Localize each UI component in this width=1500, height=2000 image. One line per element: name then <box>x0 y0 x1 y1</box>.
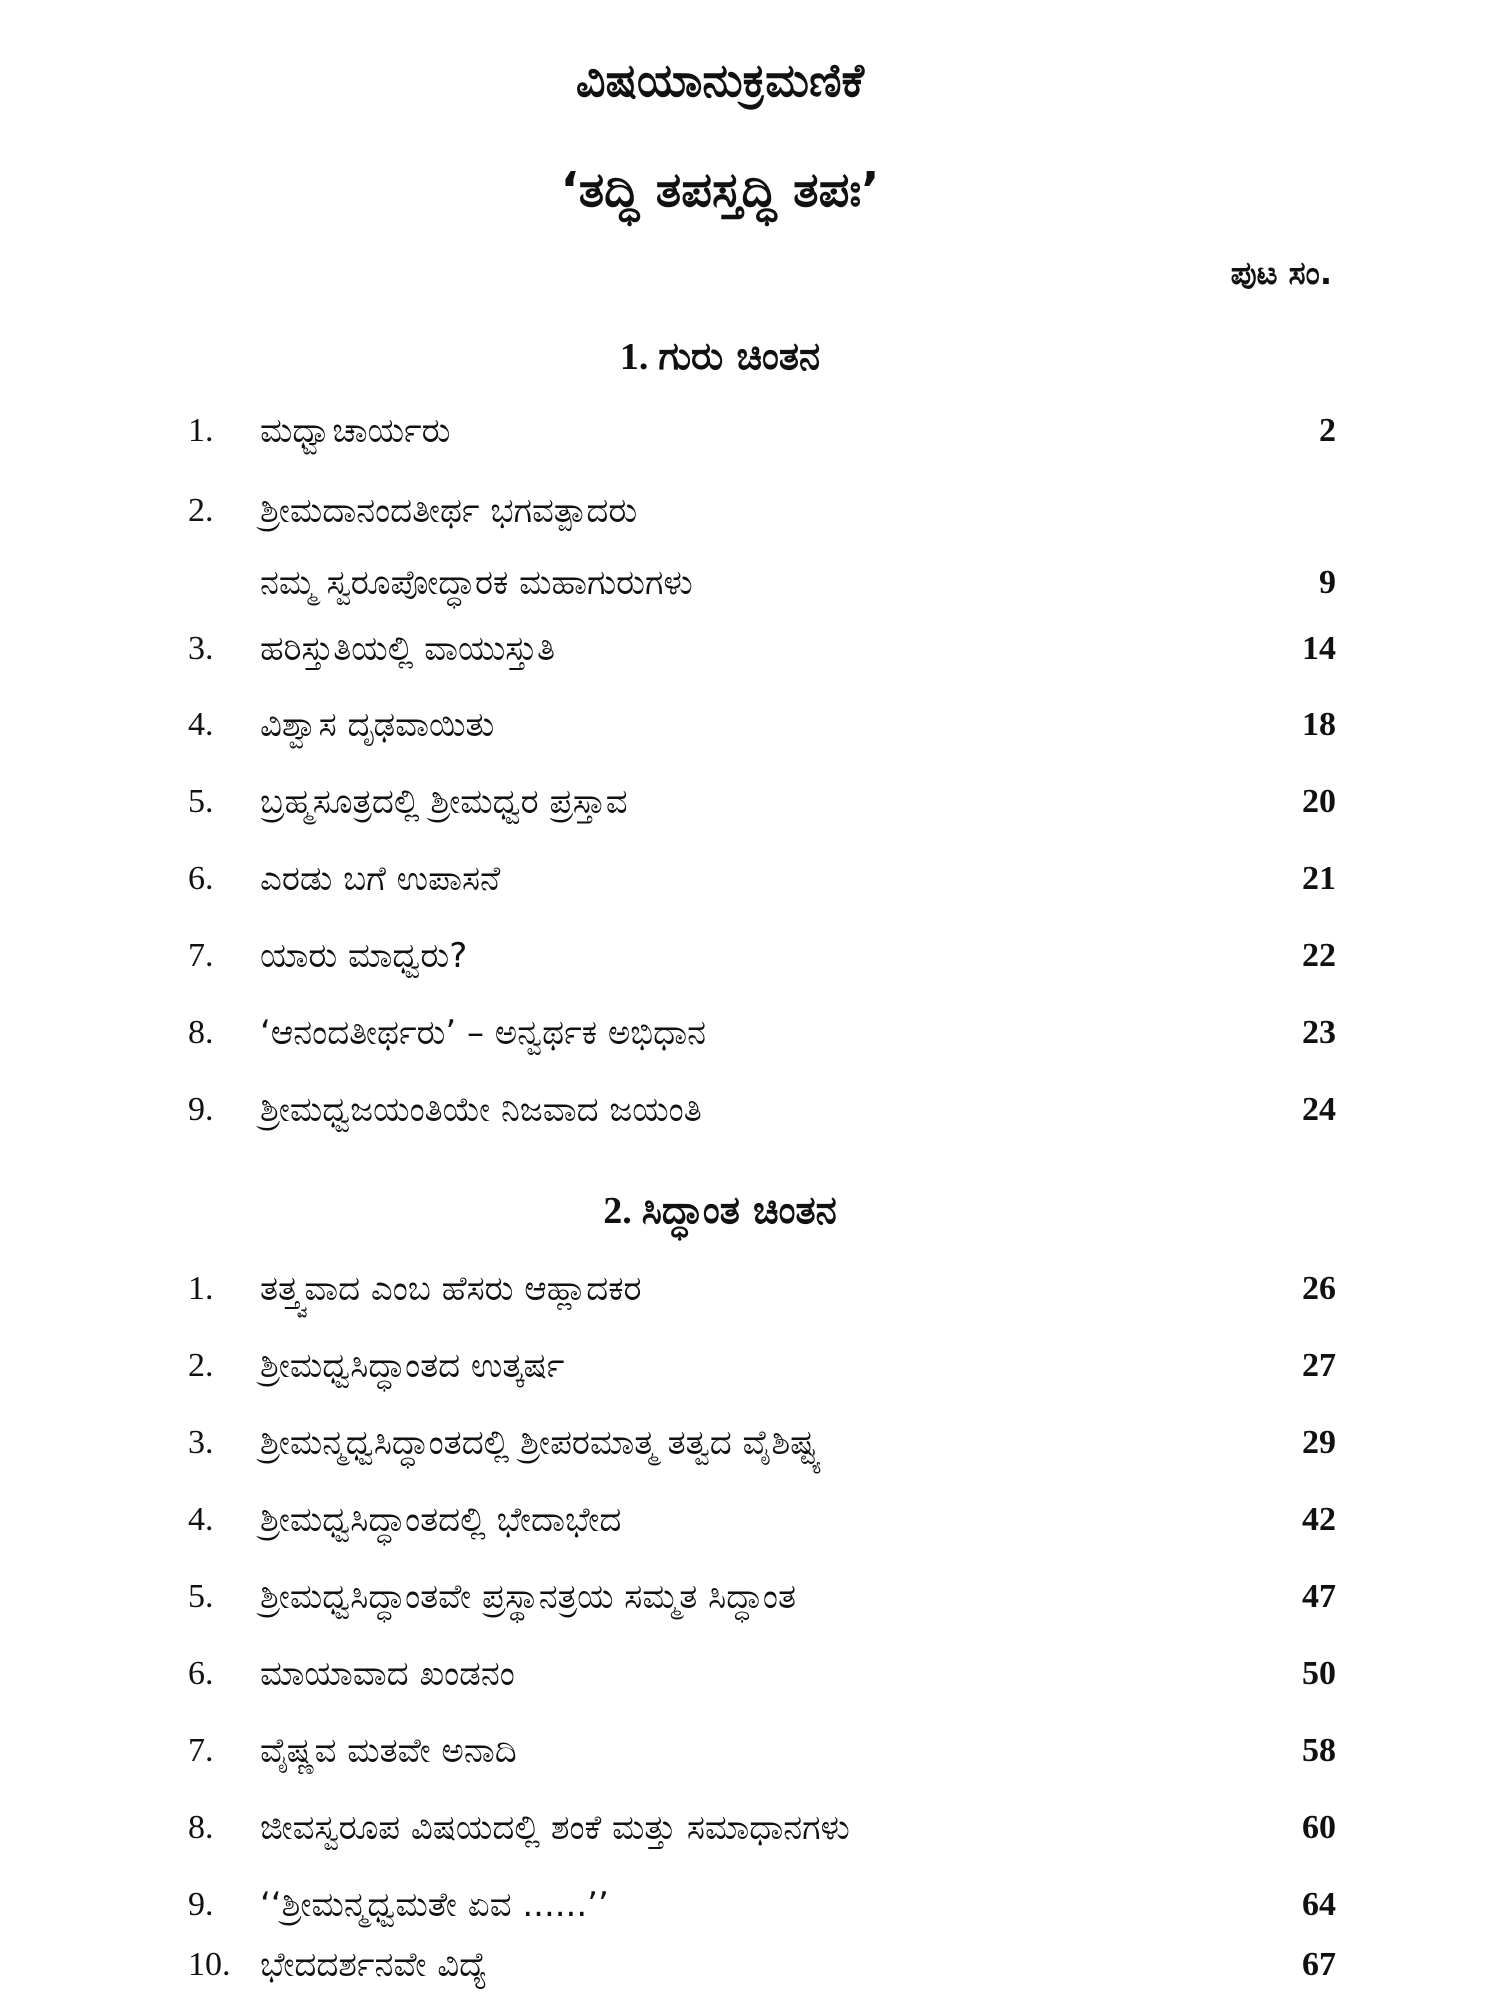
section-number: 1. <box>619 336 649 378</box>
entry-number: 2. <box>188 492 214 529</box>
entry-title: ವೈಷ್ಣವ ಮತವೇ ಅನಾದಿ <box>260 1731 517 1771</box>
entry-number: 6. <box>188 1655 214 1692</box>
entry-number: 7. <box>188 937 214 974</box>
entry-number: 7. <box>188 1732 214 1769</box>
entry-page-number: 27 <box>1302 1347 1336 1384</box>
entry-number: 4. <box>188 1501 214 1538</box>
entry-page-number: 20 <box>1302 783 1336 820</box>
entry-title: ಬ್ರಹ್ಮಸೂತ್ರದಲ್ಲಿ ಶ್ರೀಮಧ್ವರ ಪ್ರಸ್ತಾವ <box>260 782 628 822</box>
entry-number: 4. <box>188 706 214 743</box>
entry-page-number: 14 <box>1302 630 1336 667</box>
page-title: ವಿಷಯಾನುಕ್ರಮಣಿಕೆ <box>575 53 865 107</box>
entry-number: 1. <box>188 412 214 449</box>
section-number: 2. <box>603 1190 632 1232</box>
entry-title: ಶ್ರೀಮಧ್ವಸಿದ್ಧಾಂತದ ಉತ್ಕರ್ಷ <box>260 1346 565 1386</box>
section-title: ಸಿದ್ಧಾಂತ ಚಿಂತನ <box>641 1188 837 1232</box>
entry-page-number: 58 <box>1302 1732 1336 1769</box>
entry-title: ಶ್ರೀಮದಾನಂದತೀರ್ಥ ಭಗವತ್ಪಾದರು <box>260 491 638 531</box>
section-heading-2 <box>0 1182 1440 1239</box>
entry-title: ‘‘ಶ್ರೀಮನ್ಮಧ್ವಮತೇ ಏವ ......’’ <box>260 1885 609 1925</box>
entry-page-number: 64 <box>1302 1886 1336 1923</box>
entry-number: 9. <box>188 1091 214 1128</box>
entry-title: ಎರಡು ಬಗೆ ಉಪಾಸನೆ <box>260 859 501 899</box>
page-subtitle: ‘ತದ್ಧಿ ತಪಸ್ತದ್ಧಿ ತಪಃ’ <box>560 162 880 218</box>
entry-number: 6. <box>188 860 214 897</box>
entry-page-number: 2 <box>1319 412 1336 449</box>
entry-number: 5. <box>188 1578 214 1615</box>
entry-page-number: 23 <box>1302 1014 1336 1051</box>
entry-number: 2. <box>188 1347 214 1384</box>
entry-title: ಜೀವಸ್ವರೂಪ ವಿಷಯದಲ್ಲಿ ಶಂಕೆ ಮತ್ತು ಸಮಾಧಾನಗಳು <box>260 1808 850 1848</box>
entry-number: 8. <box>188 1809 214 1846</box>
entry-title: ತತ್ತ್ವವಾದ ಎಂಬ ಹೆಸರು ಆಹ್ಲಾದಕರ <box>260 1269 642 1309</box>
entry-number: 8. <box>188 1014 214 1051</box>
entry-number: 1. <box>188 1270 214 1307</box>
entry-page-number: 50 <box>1302 1655 1336 1692</box>
entry-page-number: 21 <box>1302 860 1336 897</box>
entry-page-number: 42 <box>1302 1501 1336 1538</box>
entry-title: ಶ್ರೀಮನ್ಮಧ್ವಸಿದ್ಧಾಂತದಲ್ಲಿ ಶ್ರೀಪರಮಾತ್ಮ ತತ್ವದ ವೈಶಿಷ್ಟ್ಯ <box>260 1423 822 1463</box>
entry-page-number: 9 <box>1319 564 1336 601</box>
entry-title: ಶ್ರೀಮಧ್ವಸಿದ್ಧಾಂತವೇ ಪ್ರಸ್ಥಾನತ್ರಯ ಸಮ್ಮತ ಸಿದ್ಧಾಂತ <box>260 1577 796 1617</box>
entry-page-number: 26 <box>1302 1270 1336 1307</box>
entry-title-continued: ನಮ್ಮ ಸ್ವರೂಪೋದ್ಧಾರಕ ಮಹಾಗುರುಗಳು <box>260 563 693 603</box>
entry-number: 9. <box>188 1886 214 1923</box>
entry-title: ವಿಶ್ವಾಸ ದೃಢವಾಯಿತು <box>260 705 495 745</box>
entry-page-number: 18 <box>1302 706 1336 743</box>
entry-title: ಭೇದದರ್ಶನವೇ ವಿದ್ಯೆ <box>260 1945 488 1985</box>
entry-number: 10. <box>188 1946 231 1983</box>
entry-title: ‘ಆನಂದತೀರ್ಥರು’ – ಅನ್ವರ್ಥಕ ಅಭಿಧಾನ <box>260 1013 706 1053</box>
entry-page-number: 24 <box>1302 1091 1336 1128</box>
page-number-column-label: ಪುಟ ಸಂ. <box>1230 254 1332 292</box>
entry-page-number: 60 <box>1302 1809 1336 1846</box>
entry-title: ಹರಿಸ್ತುತಿಯಲ್ಲಿ ವಾಯುಸ್ತುತಿ <box>260 629 556 669</box>
entry-title: ಶ್ರೀಮಧ್ವಸಿದ್ಧಾಂತದಲ್ಲಿ ಭೇದಾಭೇದ <box>260 1500 622 1540</box>
entry-page-number: 67 <box>1302 1946 1336 1983</box>
entry-title: ಮಧ್ವಾಚಾರ್ಯರು <box>260 411 451 451</box>
entry-page-number: 47 <box>1302 1578 1336 1615</box>
section-heading-1 <box>0 328 1440 385</box>
entry-title: ಶ್ರೀಮಧ್ವಜಯಂತಿಯೇ ನಿಜವಾದ ಜಯಂತಿ <box>260 1090 702 1130</box>
entry-number: 5. <box>188 783 214 820</box>
entry-title: ಯಾರು ಮಾಧ್ವರು? <box>260 936 468 976</box>
entry-page-number: 22 <box>1302 937 1336 974</box>
entry-page-number: 29 <box>1302 1424 1336 1461</box>
section-title: ಗುರು ಚಿಂತನ <box>658 334 821 378</box>
entry-number: 3. <box>188 630 214 667</box>
entry-title: ಮಾಯಾವಾದ ಖಂಡನಂ <box>260 1654 515 1694</box>
entry-number: 3. <box>188 1424 214 1461</box>
